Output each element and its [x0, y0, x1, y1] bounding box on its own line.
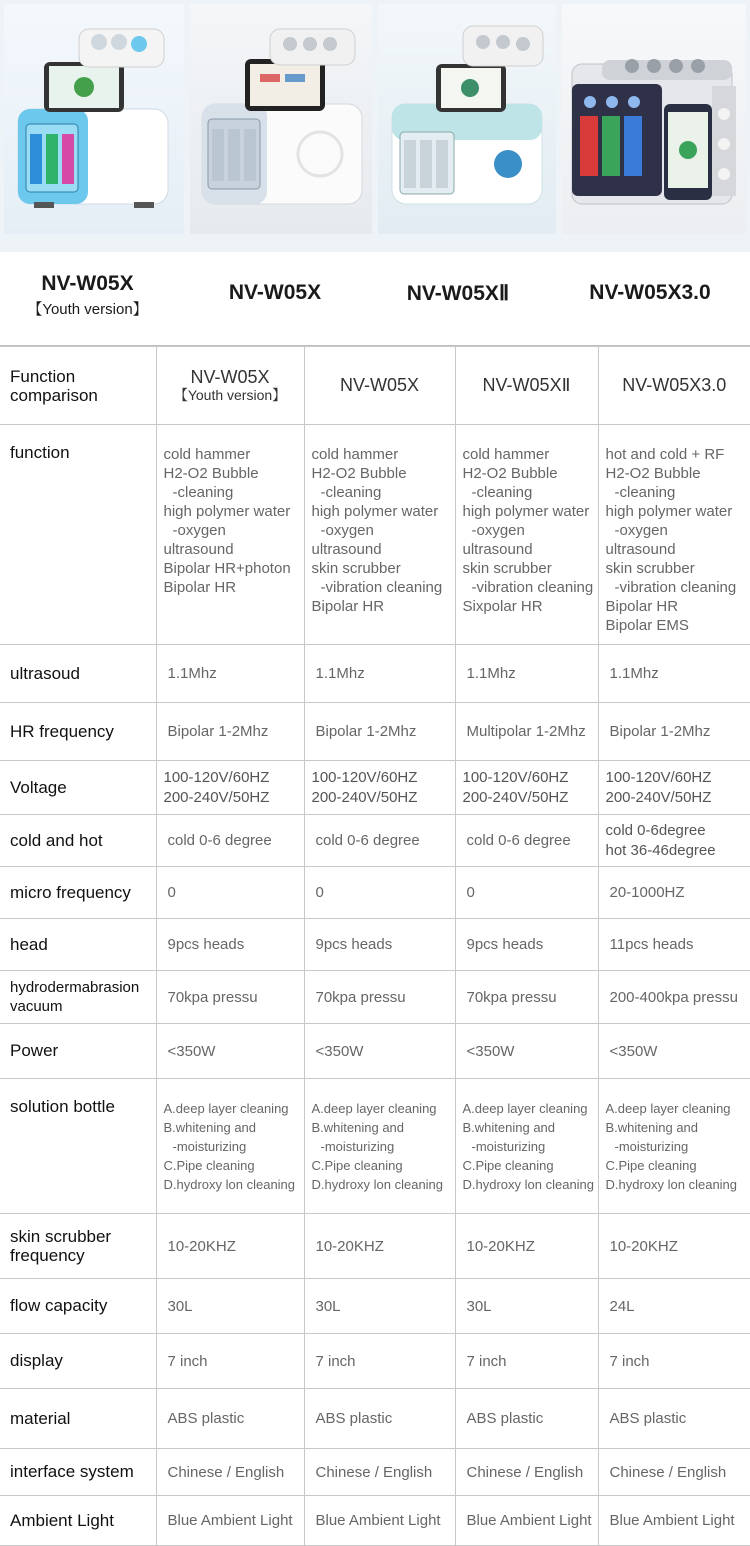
row-label: Voltage	[0, 761, 156, 815]
corner-label: Function comparison	[0, 347, 156, 425]
row-label: Ambient Light	[0, 1496, 156, 1546]
function-line: -vibration cleaning	[463, 578, 598, 597]
function-line: Bipolar HR	[164, 579, 237, 596]
table-cell: 0	[156, 867, 304, 919]
column-name: NV-W05X	[340, 375, 419, 395]
function-line: Bipolar HR+photon	[164, 560, 291, 577]
product-image-w05x-ii	[378, 4, 556, 234]
function-line: Bipolar EMS	[606, 617, 689, 634]
column-header	[156, 347, 304, 425]
solution-line: D.hydroxy lon cleaning	[164, 1177, 296, 1192]
table-cell: 0	[304, 867, 455, 919]
product-photo-strip	[0, 0, 750, 252]
table-cell: ABS plastic	[156, 1389, 304, 1449]
function-line: -cleaning	[463, 483, 598, 502]
table-cell: Chinese / English	[156, 1449, 304, 1496]
product-image-w05x-3	[562, 4, 746, 234]
table-header-row	[0, 347, 750, 425]
function-line: cold hammer	[463, 446, 550, 463]
table-cell: 0	[455, 867, 598, 919]
table-cell: 70kpa pressu	[455, 971, 598, 1024]
function-line: hot and cold + RF	[606, 446, 725, 463]
table-cell: 30L	[156, 1279, 304, 1334]
table-cell: Blue Ambient Light	[304, 1496, 455, 1546]
table-row-cold-and-hot	[0, 815, 750, 867]
row-label: interface system	[0, 1449, 156, 1496]
column-header	[304, 347, 455, 425]
row-label: HR frequency	[0, 703, 156, 761]
table-cell: cold 0-6 degree	[455, 815, 598, 867]
function-line: skin scrubber	[606, 560, 695, 577]
model-name: NV-W05X	[41, 272, 133, 295]
function-line: H2-O2 Bubble	[463, 465, 558, 482]
label-line: hydrodermabrasion	[10, 979, 139, 996]
table-cell: cold 0-6 degree	[156, 815, 304, 867]
label-line: skin scrubber	[10, 1227, 111, 1246]
function-line: ultrasound	[164, 541, 234, 558]
table-cell	[156, 1079, 304, 1214]
table-cell: <350W	[598, 1024, 750, 1079]
function-line: Bipolar HR	[312, 598, 385, 615]
table-cell	[598, 1079, 750, 1214]
solution-line: C.Pipe cleaning	[312, 1158, 403, 1173]
model-subtitle: 【Youth version】	[0, 298, 175, 319]
table-cell	[455, 761, 598, 815]
function-line: cold hammer	[312, 446, 399, 463]
function-line: Sixpolar HR	[463, 598, 543, 615]
table-cell: 10-20KHZ	[455, 1214, 598, 1279]
comparison-table	[0, 346, 750, 1546]
voltage-line: 200-240V/50HZ	[312, 789, 418, 806]
model-title-row	[0, 252, 750, 346]
model-name: NV-W05XⅡ	[407, 282, 510, 305]
row-label	[0, 971, 156, 1024]
table-cell: 1.1Mhz	[304, 645, 455, 703]
row-label	[0, 1214, 156, 1279]
table-row-power	[0, 1024, 750, 1079]
row-label: micro frequency	[0, 867, 156, 919]
solution-line: -moisturizing	[463, 1137, 598, 1156]
table-row-hr-frequency	[0, 703, 750, 761]
table-cell: Bipolar 1-2Mhz	[156, 703, 304, 761]
function-line: -cleaning	[606, 483, 750, 502]
function-line: -oxygen	[312, 521, 455, 540]
table-row-voltage	[0, 761, 750, 815]
function-line: -oxygen	[463, 521, 598, 540]
table-row-ultrasound	[0, 645, 750, 703]
function-line: -oxygen	[606, 521, 750, 540]
table-row-display	[0, 1334, 750, 1389]
column-header	[455, 347, 598, 425]
solution-line: A.deep layer cleaning	[463, 1101, 588, 1116]
table-cell	[304, 1079, 455, 1214]
solution-line: A.deep layer cleaning	[606, 1101, 731, 1116]
row-label: ultrasoud	[0, 645, 156, 703]
table-cell	[304, 761, 455, 815]
table-cell: <350W	[304, 1024, 455, 1079]
function-cell	[156, 425, 304, 645]
table-row-head	[0, 919, 750, 971]
solution-line: B.whitening and	[312, 1120, 405, 1135]
function-line: high polymer water	[606, 503, 733, 520]
function-line: -vibration cleaning	[312, 578, 455, 597]
solution-line: B.whitening and	[164, 1120, 257, 1135]
table-row-interface-system	[0, 1449, 750, 1496]
table-cell: <350W	[156, 1024, 304, 1079]
table-row-micro-frequency	[0, 867, 750, 919]
row-label: material	[0, 1389, 156, 1449]
solution-line: D.hydroxy lon cleaning	[463, 1177, 595, 1192]
table-cell: ABS plastic	[455, 1389, 598, 1449]
function-line: ultrasound	[312, 541, 382, 558]
function-line: cold hammer	[164, 446, 251, 463]
solution-line: D.hydroxy lon cleaning	[312, 1177, 444, 1192]
solution-line: C.Pipe cleaning	[164, 1158, 255, 1173]
function-line: H2-O2 Bubble	[164, 465, 259, 482]
voltage-line: 100-120V/60HZ	[164, 769, 270, 786]
table-row-ambient-light	[0, 1496, 750, 1546]
table-cell: ABS plastic	[598, 1389, 750, 1449]
label-line: vacuum	[10, 998, 63, 1015]
table-row-function	[0, 425, 750, 645]
solution-line: C.Pipe cleaning	[463, 1158, 554, 1173]
table-cell: 1.1Mhz	[455, 645, 598, 703]
voltage-line: 200-240V/50HZ	[463, 789, 569, 806]
row-label: head	[0, 919, 156, 971]
table-row-solution-bottle	[0, 1079, 750, 1214]
table-cell: 9pcs heads	[304, 919, 455, 971]
table-cell: 7 inch	[304, 1334, 455, 1389]
product-image-w05x	[190, 4, 372, 234]
column-subtitle: 【Youth version】	[157, 385, 304, 405]
function-cell	[455, 425, 598, 645]
solution-line: D.hydroxy lon cleaning	[606, 1177, 738, 1192]
function-cell	[598, 425, 750, 645]
table-cell: 30L	[304, 1279, 455, 1334]
product-image-youth	[4, 4, 184, 234]
solution-line: -moisturizing	[164, 1137, 304, 1156]
table-row-skin-scrubber	[0, 1214, 750, 1279]
solution-line: -moisturizing	[312, 1137, 455, 1156]
function-line: -vibration cleaning	[606, 578, 750, 597]
table-cell: cold 0-6 degree	[304, 815, 455, 867]
table-cell: 24L	[598, 1279, 750, 1334]
table-cell	[598, 761, 750, 815]
table-cell	[455, 1079, 598, 1214]
table-cell: 200-400kpa pressu	[598, 971, 750, 1024]
voltage-line: 100-120V/60HZ	[606, 769, 712, 786]
model-title-w05x	[185, 281, 365, 305]
function-line: H2-O2 Bubble	[606, 465, 701, 482]
function-line: high polymer water	[463, 503, 590, 520]
function-line: -cleaning	[164, 483, 304, 502]
table-cell: 7 inch	[455, 1334, 598, 1389]
solution-line: A.deep layer cleaning	[164, 1101, 289, 1116]
table-cell: Blue Ambient Light	[156, 1496, 304, 1546]
table-row-vacuum	[0, 971, 750, 1024]
solution-line: C.Pipe cleaning	[606, 1158, 697, 1173]
row-label: solution bottle	[0, 1079, 156, 1214]
row-label: Power	[0, 1024, 156, 1079]
function-cell	[304, 425, 455, 645]
column-name: NV-W05X	[190, 367, 269, 387]
table-cell: ABS plastic	[304, 1389, 455, 1449]
table-cell: Bipolar 1-2Mhz	[598, 703, 750, 761]
model-name: NV-W05X	[229, 281, 321, 304]
solution-line: B.whitening and	[606, 1120, 699, 1135]
table-cell: Bipolar 1-2Mhz	[304, 703, 455, 761]
model-title-w05x-3	[555, 281, 745, 305]
table-cell: 20-1000HZ	[598, 867, 750, 919]
table-cell: Chinese / English	[304, 1449, 455, 1496]
function-line: skin scrubber	[312, 560, 401, 577]
table-cell: 7 inch	[598, 1334, 750, 1389]
table-cell: 10-20KHZ	[304, 1214, 455, 1279]
table-cell: <350W	[455, 1024, 598, 1079]
table-cell: 30L	[455, 1279, 598, 1334]
function-line: ultrasound	[463, 541, 533, 558]
function-line: skin scrubber	[463, 560, 552, 577]
voltage-line: 100-120V/60HZ	[312, 769, 418, 786]
row-label: display	[0, 1334, 156, 1389]
table-cell: Chinese / English	[598, 1449, 750, 1496]
voltage-line: 100-120V/60HZ	[463, 769, 569, 786]
table-cell: 10-20KHZ	[156, 1214, 304, 1279]
table-cell	[156, 761, 304, 815]
function-line: high polymer water	[164, 503, 291, 520]
table-cell: 11pcs heads	[598, 919, 750, 971]
table-cell: 1.1Mhz	[156, 645, 304, 703]
table-cell: 10-20KHZ	[598, 1214, 750, 1279]
table-cell: 7 inch	[156, 1334, 304, 1389]
function-line: high polymer water	[312, 503, 439, 520]
table-cell: Blue Ambient Light	[455, 1496, 598, 1546]
table-cell: Chinese / English	[455, 1449, 598, 1496]
table-cell: Multipolar 1-2Mhz	[455, 703, 598, 761]
table-cell: Blue Ambient Light	[598, 1496, 750, 1546]
row-label: flow capacity	[0, 1279, 156, 1334]
function-line: Bipolar HR	[606, 598, 679, 615]
temp-line: cold 0-6degree	[606, 822, 706, 839]
model-name: NV-W05X3.0	[589, 281, 710, 304]
table-row-flow-capacity	[0, 1279, 750, 1334]
function-line: ultrasound	[606, 541, 676, 558]
solution-line: A.deep layer cleaning	[312, 1101, 437, 1116]
table-cell	[598, 815, 750, 867]
table-row-material	[0, 1389, 750, 1449]
solution-line: B.whitening and	[463, 1120, 556, 1135]
row-label: function	[0, 425, 156, 645]
table-cell: 9pcs heads	[455, 919, 598, 971]
table-cell: 70kpa pressu	[156, 971, 304, 1024]
column-name: NV-W05X3.0	[622, 375, 726, 395]
table-cell: 9pcs heads	[156, 919, 304, 971]
column-name: NV-W05XⅡ	[483, 375, 571, 395]
model-title-youth	[0, 272, 175, 319]
function-line: -cleaning	[312, 483, 455, 502]
table-cell: 70kpa pressu	[304, 971, 455, 1024]
function-line: H2-O2 Bubble	[312, 465, 407, 482]
label-line: frequency	[10, 1246, 85, 1265]
row-label: cold and hot	[0, 815, 156, 867]
table-cell: 1.1Mhz	[598, 645, 750, 703]
voltage-line: 200-240V/50HZ	[606, 789, 712, 806]
solution-line: -moisturizing	[606, 1137, 750, 1156]
column-header	[598, 347, 750, 425]
temp-line: hot 36-46degree	[606, 842, 716, 859]
function-line: -oxygen	[164, 521, 304, 540]
voltage-line: 200-240V/50HZ	[164, 789, 270, 806]
model-title-w05x-ii	[368, 281, 548, 306]
